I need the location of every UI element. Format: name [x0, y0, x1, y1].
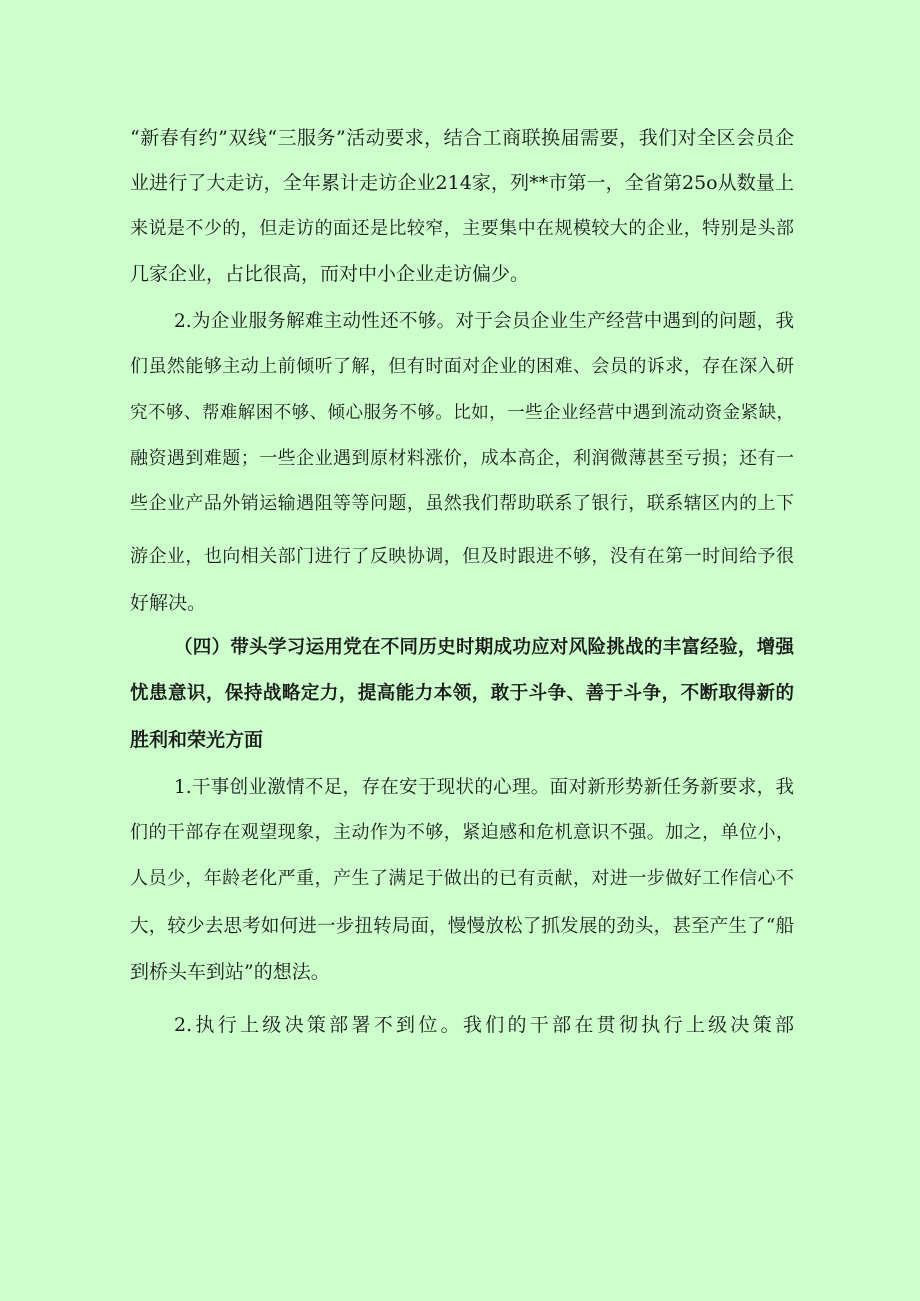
- body-text-line: 几家企业，占比很高，而对中小企业走访偏少。: [130, 263, 530, 285]
- body-text-line: 来说是不少的，但走访的面还是比较窄，主要集中在规模较大的企业，特别是头部: [130, 218, 794, 239]
- body-text-line: 好解决。: [130, 592, 207, 614]
- body-text-line: 些企业产品外销运输遇阻等等问题，虽然我们帮助联系了银行，联系辖区内的上下: [130, 493, 794, 514]
- body-text-line: 业进行了大走访，全年累计走访企业214家，列**市第一，全省第25o从数量上: [130, 172, 794, 194]
- body-text-line: 游企业，也向相关部门进行了反映协调，但及时跟进不够，没有在第一时间给予很: [130, 546, 794, 567]
- list-item-heading: 2.执行上级决策部署不到位。我们的干部在贯彻执行上级决策部: [174, 1014, 794, 1036]
- body-text-line: 人员少，年龄老化严重，产生了满足于做出的已有贡献，对进一步做好工作信心不: [130, 868, 794, 889]
- list-item-heading: 1.干事创业激情不足，存在安于现状的心理。面对新形势新任务新要求，我: [174, 777, 794, 798]
- body-text-line: 们虽然能够主动上前倾听了解，但有时面对企业的困难、会员的诉求，存在深入研: [130, 356, 794, 377]
- body-text-line: 融资遇到难题；一些企业遇到原材料涨价，成本高企，利润微薄甚至亏损；还有一: [130, 448, 794, 469]
- section-heading-line: 忧患意识，保持战略定力，提高能力本领，敢于斗争、善于斗争，不断取得新的: [130, 683, 794, 704]
- body-text-line: 究不够、帮难解困不够、倾心服务不够。比如，一些企业经营中遇到流动资金紧缺，: [130, 403, 794, 423]
- body-text-line: “新春有约”双线“三服务”活动要求，结合工商联换届需要，我们对全区会员企: [130, 127, 794, 149]
- body-text-line: 到桥头车到站”的想法。: [130, 961, 330, 983]
- section-heading: （四）带头学习运用党在不同历史时期成功应对风险挑战的丰富经验，增强: [174, 637, 794, 658]
- list-item-heading: 2.为企业服务解难主动性还不够。对于会员企业生产经营中遇到的问题，我: [174, 311, 794, 332]
- body-text-line: 大，较少去思考如何进一步扭转局面，慢慢放松了抓发展的劲头，甚至产生了“船: [130, 916, 794, 937]
- section-heading-line: 胜利和荣光方面: [130, 729, 264, 751]
- body-text-line: 们的干部存在观望现象，主动作为不够，紧迫感和危机意识不强。加之，单位小，: [130, 822, 794, 843]
